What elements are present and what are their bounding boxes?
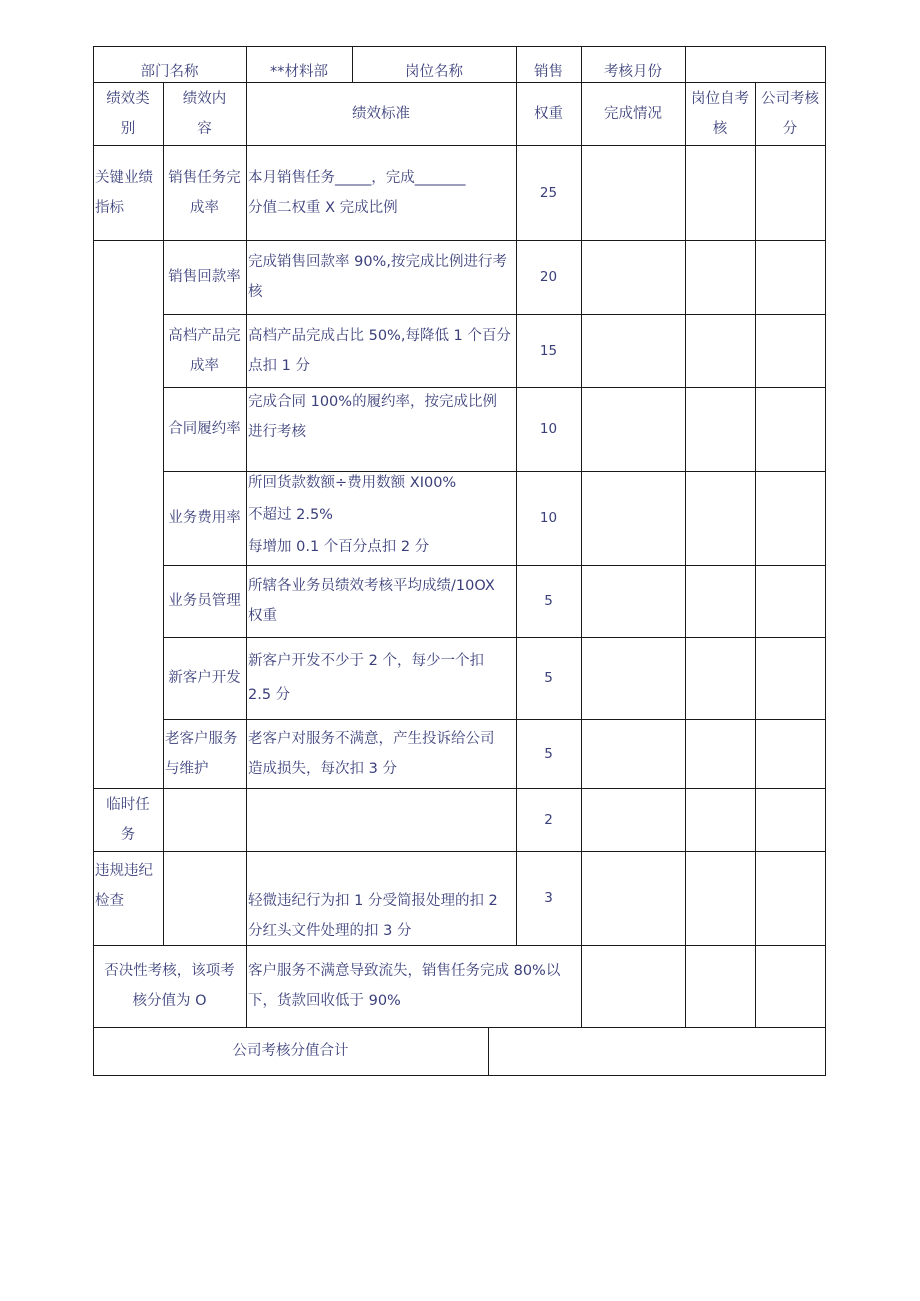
- weight-contract-fulfillment: 10: [539, 421, 558, 437]
- standard-discipline-check: 轻微违纪行为扣 1 分受简报处理的扣 2 分红头文件处理的扣 3 分: [248, 893, 498, 939]
- standard-collection-rate: 完成销售回款率 90%,按完成比例进行考 核: [248, 254, 507, 300]
- content-expense-rate: 业务费用率: [168, 510, 241, 526]
- category-key-indicators: 关键业绩 指标: [95, 169, 153, 216]
- rule: [163, 637, 826, 638]
- weight-collection-rate: 20: [539, 269, 558, 285]
- weight-sales-task: 25: [539, 184, 558, 201]
- standard-sales-task: 本月销售任务_____，完成_______ 分值二权重 X 完成比例: [248, 169, 466, 216]
- veto-label: 否决性考核，该项考 核分值为 O: [104, 963, 235, 1009]
- dept-value: **材料部: [270, 64, 328, 80]
- rule: [755, 82, 756, 1028]
- rule: [581, 46, 582, 1028]
- col-completion: 完成情况: [604, 105, 662, 122]
- weight-staff-management: 5: [544, 593, 553, 609]
- veto-standard: 客户服务不满意导致流失，销售任务完成 80%以 下，货款回收低于 90%: [248, 963, 561, 1009]
- category-temporary-tasks: 临时任 务: [106, 796, 150, 843]
- col-standard: 绩效标准: [352, 105, 410, 122]
- rule: [93, 788, 826, 789]
- content-premium-products: 高档产品完 成率: [168, 327, 241, 374]
- month-label: 考核月份: [604, 64, 662, 80]
- rule: [93, 1075, 826, 1076]
- rule: [93, 46, 826, 47]
- content-contract-fulfillment: 合同履约率: [168, 421, 241, 437]
- weight-premium-products: 15: [539, 342, 558, 359]
- col-category: 绩效类 别: [106, 90, 150, 137]
- rule: [93, 851, 826, 852]
- standard-contract-fulfillment: 完成合同 100%的履约率，按完成比例 进行考核: [248, 394, 498, 440]
- post-value: 销售: [534, 64, 563, 80]
- standard-expense-rate: 所回货款数额÷费用数额 XI00% 不超过 2.5% 每增加 0.1 个百分点扣 2 分: [248, 475, 457, 555]
- rule: [685, 46, 686, 1028]
- content-staff-management: 业务员管理: [168, 593, 241, 609]
- standard-existing-customers: 老客户对服务不满意，产生投诉给公司 造成损失，每次扣 3 分: [248, 730, 495, 777]
- col-weight: 权重: [534, 105, 563, 122]
- col-content: 绩效内 容: [182, 90, 227, 137]
- weight-new-customers: 5: [544, 670, 553, 686]
- content-new-customers: 新客户开发: [168, 670, 241, 686]
- col-self-eval: 岗位自考 核: [691, 90, 749, 137]
- content-collection-rate: 销售回款率: [168, 269, 241, 285]
- weight-expense-rate: 10: [539, 510, 558, 526]
- col-company-score: 公司考核 分: [761, 90, 819, 137]
- post-label: 岗位名称: [405, 64, 463, 80]
- standard-new-customers: 新客户开发不少于 2 个，每少一个扣 2.5 分: [248, 653, 484, 703]
- standard-premium-products: 高档产品完成占比 50%,每降低 1 个百分 点扣 1 分: [248, 327, 511, 374]
- weight-temporary-tasks: 2: [544, 811, 553, 828]
- dept-label: 部门名称: [140, 64, 199, 80]
- category-discipline-check: 违规违纪 检查: [95, 863, 153, 909]
- content-sales-task: 销售任务完 成率: [168, 169, 241, 216]
- weight-discipline-check: 3: [544, 890, 553, 906]
- rule: [825, 46, 826, 1076]
- standard-staff-management: 所辖各业务员绩效考核平均成绩/10OX 权重: [248, 578, 495, 624]
- content-existing-customers: 老客户服务 与维护: [165, 730, 238, 777]
- weight-existing-customers: 5: [544, 745, 553, 762]
- total-label: 公司考核分值合计: [232, 1043, 349, 1059]
- total-value: [488, 1027, 825, 1075]
